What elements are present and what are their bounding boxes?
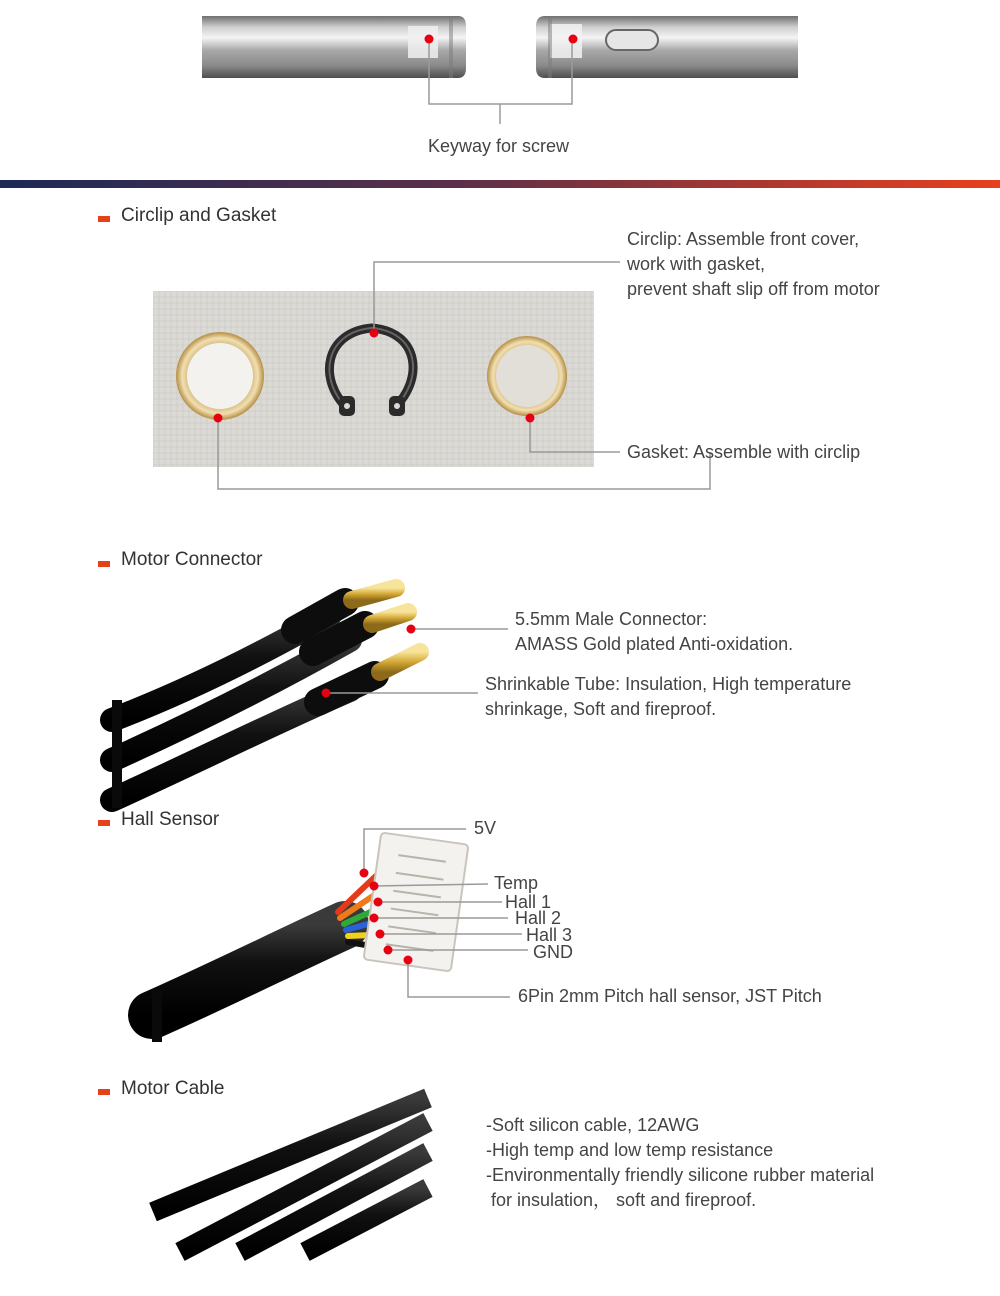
pointer-dot: [425, 35, 434, 44]
tube-note-line: shrinkage, Soft and fireproof.: [485, 699, 717, 719]
section-marker: [98, 216, 110, 222]
tube-note-line: Shrinkable Tube: Insulation, High temperature: [485, 674, 852, 694]
pointer-dot: [404, 956, 413, 965]
hall-sensor-photo: [152, 832, 468, 1042]
gasket-note: Gasket: Assemble with circlip: [627, 442, 861, 462]
pointer-dot: [407, 625, 416, 634]
pin-label-hall3: Hall 3: [526, 925, 573, 945]
cable-feature-line: -High temp and low temp resistance: [486, 1140, 774, 1160]
pointer-dot: [370, 329, 379, 338]
motor-connector-photo: [112, 588, 420, 808]
keyway-caption: Keyway for screw: [428, 136, 570, 156]
section-divider: [0, 180, 1000, 188]
hall-note: 6Pin 2mm Pitch hall sensor, JST Pitch: [518, 986, 822, 1006]
connector-note-line: 5.5mm Male Connector:: [515, 609, 708, 629]
section-title-circlip: Circlip and Gasket: [121, 205, 277, 226]
pointer-dot: [526, 414, 535, 423]
pointer-dot: [376, 930, 385, 939]
section-marker: [98, 1089, 110, 1095]
pointer-dot: [322, 689, 331, 698]
pointer-dot: [360, 869, 369, 878]
section-title-cable: Motor Cable: [121, 1078, 225, 1099]
pointer-dot: [370, 882, 379, 891]
connector-note-line: AMASS Gold plated Anti-oxidation.: [515, 634, 794, 654]
pin-label-hall2: Hall 2: [515, 908, 562, 928]
pointer-dot: [384, 946, 393, 955]
section-title-hall: Hall Sensor: [121, 809, 220, 830]
pointer-dot: [569, 35, 578, 44]
section-title-connector: Motor Connector: [121, 549, 263, 570]
pointer-dot: [370, 914, 379, 923]
cable-feature-line: for insulation， soft and fireproof.: [486, 1190, 757, 1210]
section-marker: [98, 820, 110, 826]
pin-label-hall1: Hall 1: [505, 892, 552, 912]
pin-label-gnd: GND: [533, 942, 573, 962]
section-marker: [98, 561, 110, 567]
pointer-dot: [214, 414, 223, 423]
pointer-dot: [374, 898, 383, 907]
cable-feature-line: -Environmentally friendly silicone rubber material: [486, 1165, 875, 1185]
circlip-note-line: prevent shaft slip off from motor: [627, 279, 880, 299]
shaft-right-image: [536, 16, 798, 78]
cable-feature-line: -Soft silicon cable, 12AWG: [486, 1115, 700, 1135]
pin-label-temp: Temp: [494, 873, 539, 893]
circlip-note-line: Circlip: Assemble front cover,: [627, 229, 860, 249]
motor-cable-photo: [153, 1095, 428, 1252]
shaft-left-image: [202, 16, 466, 78]
circlip-note-line: work with gasket,: [627, 254, 766, 274]
pin-label-5v: 5V: [474, 818, 497, 838]
